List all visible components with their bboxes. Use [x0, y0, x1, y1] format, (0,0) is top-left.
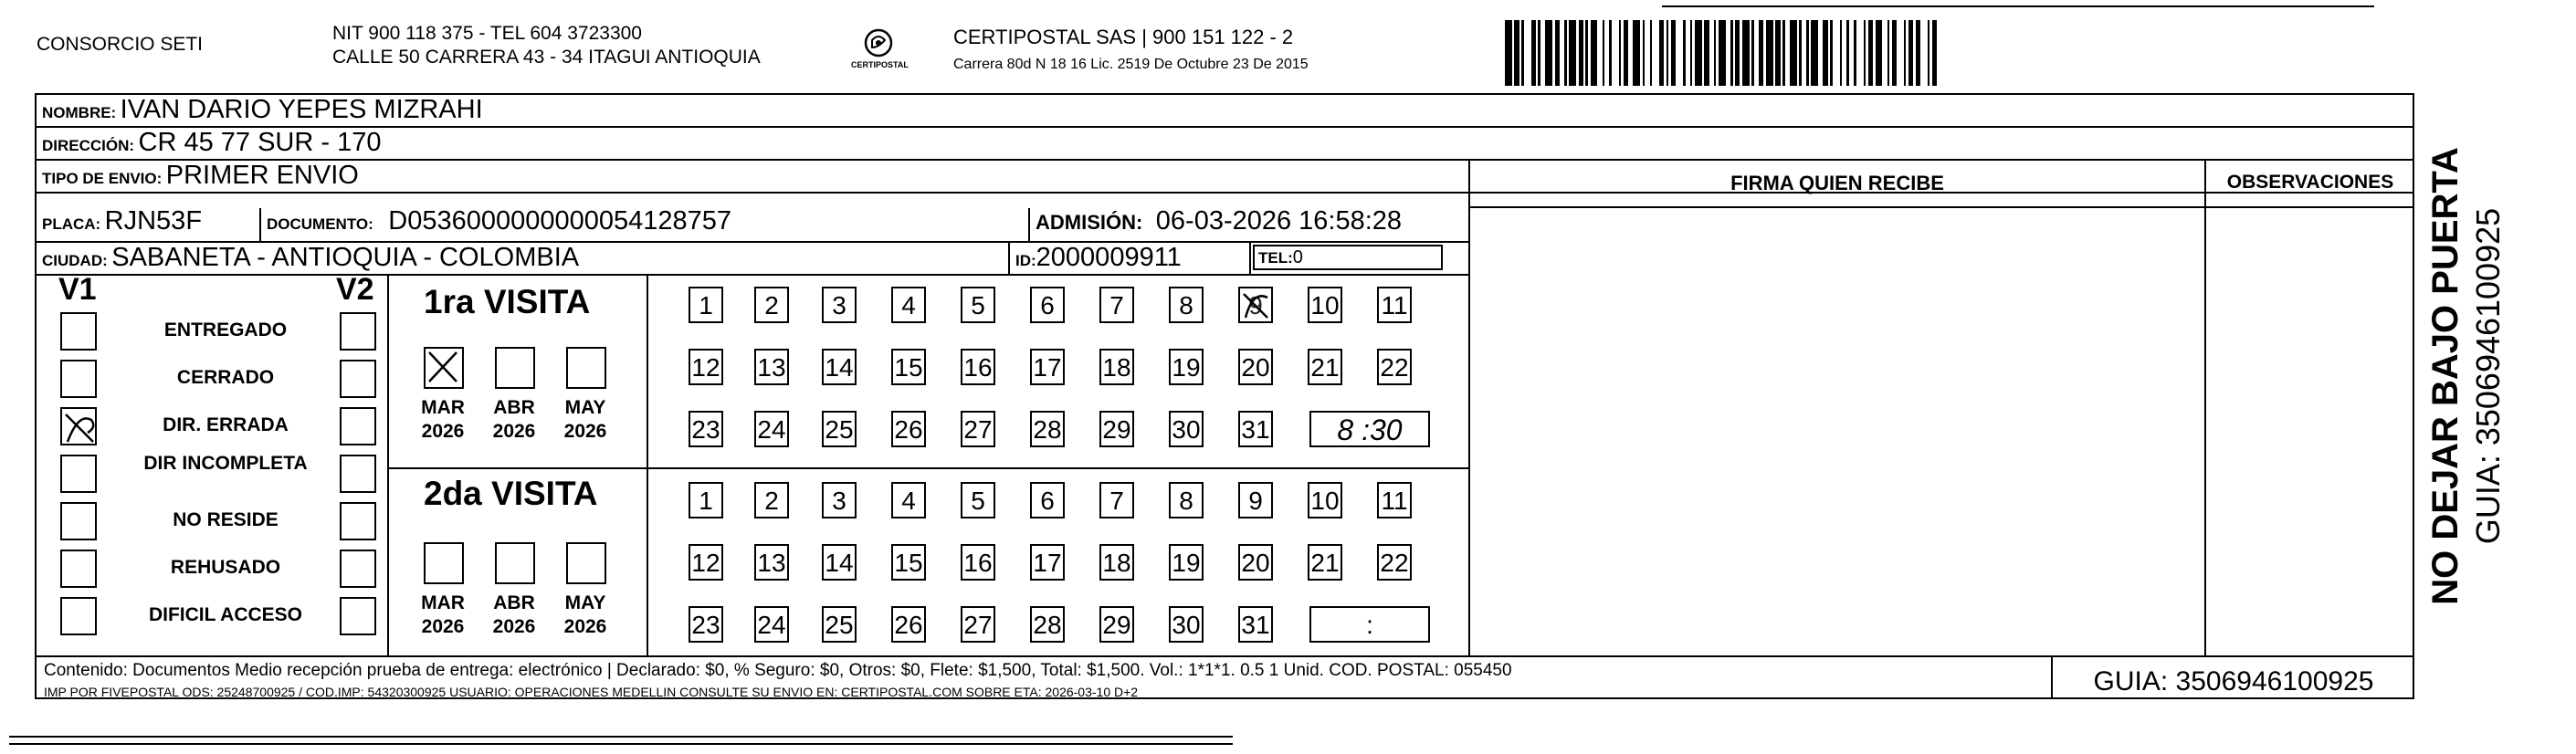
barcode-bar: [1775, 20, 1780, 86]
month-checkbox[interactable]: [495, 347, 535, 389]
year-label: 2026: [563, 421, 607, 442]
barcode-bar: [1569, 20, 1576, 86]
day-box[interactable]: 26: [891, 606, 926, 643]
month-label: MAR: [421, 592, 465, 613]
day-box[interactable]: [1238, 287, 1273, 323]
year-label: 2026: [492, 421, 536, 442]
barcode-bar: [1585, 20, 1588, 86]
v1-checkbox[interactable]: [60, 455, 97, 493]
v2-checkbox[interactable]: [340, 502, 376, 540]
day-box[interactable]: 26: [891, 411, 926, 447]
col-line: [1028, 208, 1030, 241]
barcode-bar: [1811, 20, 1818, 86]
direccion-row: [42, 126, 381, 159]
day-box[interactable]: 27: [961, 411, 995, 447]
check-mark-icon: [62, 409, 99, 447]
day-box[interactable]: 22: [1377, 349, 1412, 385]
documento-label: DOCUMENTO:: [267, 215, 373, 233]
barcode-bar: [1521, 20, 1524, 86]
address-line: CALLE 50 CARRERA 43 - 34 ITAGUI ANTIOQUIA: [332, 47, 761, 68]
v1-checkbox[interactable]: [60, 360, 97, 398]
signature-area[interactable]: [1472, 208, 2203, 654]
day-box[interactable]: 31: [1238, 606, 1273, 643]
imp-line: IMP POR FIVEPOSTAL ODS: 25248700925 / COD.IMP: 54320300925 USUARIO: OPERACIONES MEDELLIN CONSULTE SU ENVIO EN: CERTIPOSTAL.COM SOBRE ETA: 2026-03-10 D+2: [44, 685, 1139, 699]
status-option-label: DIFICIL ACCESO: [148, 604, 302, 625]
barcode-bar: [1667, 20, 1669, 86]
col-line: [1468, 159, 1470, 657]
day-box[interactable]: 12: [689, 544, 723, 581]
nombre-value: IVAN DARIO YEPES MIZRAHI: [120, 95, 483, 124]
day-box[interactable]: 19: [1169, 349, 1204, 385]
barcode-bar: [1876, 20, 1883, 86]
day-box[interactable]: 29: [1099, 606, 1134, 643]
row-line: [387, 467, 1470, 469]
tel-value: 0: [1292, 247, 1303, 267]
status-option-label: DIR INCOMPLETA: [143, 453, 308, 474]
time-box[interactable]: 8 :30: [1309, 411, 1430, 447]
year-label: 2026: [421, 421, 465, 442]
barcode-bar: [1704, 20, 1709, 86]
status-option-label: CERRADO: [176, 367, 275, 388]
day-box[interactable]: 7: [1099, 287, 1134, 323]
time-box[interactable]: :: [1309, 606, 1430, 643]
day-box[interactable]: 23: [689, 606, 723, 643]
barcode-bar: [1564, 20, 1567, 86]
month-checkbox[interactable]: [566, 347, 606, 389]
day-box[interactable]: 15: [891, 349, 926, 385]
barcode: [1505, 20, 2210, 86]
barcode-bar: [1864, 20, 1866, 86]
logo-text: CERTIPOSTAL: [851, 60, 909, 69]
barcode-bar: [1887, 20, 1890, 86]
placa-field: [42, 204, 202, 237]
admision-label: ADMISIÓN:: [1036, 211, 1143, 234]
status-option-label: DIR. ERRADA: [163, 414, 289, 435]
day-box[interactable]: 14: [822, 349, 857, 385]
certipostal-logo: [851, 27, 909, 75]
v2-checkbox[interactable]: [340, 312, 376, 351]
day-box[interactable]: 5: [961, 482, 995, 518]
row-line: [35, 126, 2414, 128]
day-box[interactable]: 23: [689, 411, 723, 447]
barcode-bar: [1751, 20, 1754, 86]
barcode-bar: [1609, 20, 1612, 86]
day-box[interactable]: 20: [1238, 349, 1273, 385]
barcode-bar: [1846, 20, 1849, 86]
barcode-bar: [1695, 20, 1702, 86]
year-label: 2026: [563, 616, 607, 637]
barcode-bar: [1892, 20, 1897, 86]
row-line: [35, 655, 2414, 657]
day-box[interactable]: 7: [1099, 482, 1134, 518]
barcode-bar: [1579, 20, 1583, 86]
ciudad-label: CIUDAD:: [42, 252, 108, 269]
v1-label: V1: [58, 272, 97, 307]
day-box[interactable]: 30: [1169, 411, 1204, 447]
col-line: [1008, 241, 1010, 274]
col-line: [259, 208, 261, 241]
v2-checkbox[interactable]: [340, 550, 376, 588]
nombre-row: [42, 93, 483, 126]
month-checkbox[interactable]: [424, 542, 464, 584]
row-line: [35, 274, 1470, 276]
v1-checkbox[interactable]: [60, 312, 97, 351]
col-line: [1249, 241, 1251, 274]
side-guia: GUIA: 3506946100925: [2469, 207, 2507, 545]
day-box[interactable]: 27: [961, 606, 995, 643]
v2-checkbox[interactable]: [340, 455, 376, 493]
day-box[interactable]: 18: [1099, 544, 1134, 581]
barcode-bar: [1840, 20, 1843, 86]
v1-checkbox[interactable]: [60, 597, 97, 635]
tipo-label: TIPO DE ENVIO:: [42, 170, 163, 187]
barcode-bar: [1650, 20, 1653, 86]
day-box[interactable]: 3: [822, 482, 857, 518]
barcode-bar: [1790, 20, 1797, 86]
month-label: ABR: [493, 592, 535, 613]
day-box[interactable]: 10: [1308, 287, 1342, 323]
placa-label: PLACA:: [42, 215, 101, 233]
status-option-label: ENTREGADO: [163, 319, 288, 340]
v1-checkbox[interactable]: [60, 502, 97, 540]
barcode-bar: [1766, 20, 1773, 86]
day-box[interactable]: 21: [1308, 544, 1342, 581]
barcode-bar: [1591, 20, 1598, 86]
barcode-bar: [1633, 20, 1640, 86]
month-checkbox[interactable]: [424, 347, 464, 389]
day-box[interactable]: 11: [1377, 287, 1412, 323]
v1-checkbox[interactable]: [60, 407, 97, 445]
barcode-bar: [1868, 20, 1873, 86]
barcode-bar: [1690, 20, 1693, 86]
barcode-bar: [1719, 20, 1726, 86]
day-box[interactable]: 29: [1099, 411, 1134, 447]
day-box[interactable]: 25: [822, 606, 857, 643]
admision-field: [1036, 204, 1402, 237]
barcode-bar: [1916, 20, 1920, 86]
day-box[interactable]: 25: [822, 411, 857, 447]
col-line: [2204, 159, 2206, 657]
day-box[interactable]: 8: [1169, 482, 1204, 518]
day-box[interactable]: 9: [1238, 482, 1273, 518]
day-box[interactable]: 2: [754, 482, 789, 518]
day-number: 9: [1248, 291, 1263, 319]
check-mark-icon: [426, 349, 462, 387]
barcode-bar: [1830, 20, 1833, 86]
day-box[interactable]: 13: [754, 349, 789, 385]
nit-line: NIT 900 118 375 - TEL 604 3723300: [332, 23, 642, 44]
certipostal-line: CERTIPOSTAL SAS | 900 151 122 - 2: [953, 26, 1294, 48]
barcode-bar: [1643, 20, 1645, 86]
barcode-bar: [1908, 20, 1913, 86]
barcode-bar: [1624, 20, 1628, 86]
barcode-bar: [1806, 20, 1809, 86]
top-rule: [1662, 5, 2374, 7]
col-line: [647, 274, 648, 655]
documento-field: [267, 204, 731, 237]
month-label: MAY: [564, 397, 606, 418]
day-box[interactable]: 24: [754, 606, 789, 643]
barcode-bar: [1854, 20, 1856, 86]
footer-guia: GUIA: 3506946100925: [2093, 666, 2374, 696]
barcode-bar: [1928, 20, 1930, 86]
day-box[interactable]: 4: [891, 482, 926, 518]
nombre-label: NOMBRE:: [42, 104, 117, 121]
barcode-bar: [1659, 20, 1664, 86]
day-box[interactable]: 10: [1308, 482, 1342, 518]
firma-header: FIRMA QUIEN RECIBE: [1730, 172, 1944, 194]
v2-checkbox[interactable]: [340, 407, 376, 445]
month-checkbox[interactable]: [566, 542, 606, 584]
day-box[interactable]: 24: [754, 411, 789, 447]
day-box[interactable]: 28: [1030, 411, 1065, 447]
observaciones-header: OBSERVACIONES: [2226, 172, 2394, 193]
barcode-bar: [1514, 20, 1519, 86]
day-box[interactable]: 4: [891, 287, 926, 323]
company-name: CONSORCIO SETI: [37, 34, 204, 55]
status-option-label: REHUSADO: [170, 557, 281, 578]
barcode-bar: [1735, 20, 1740, 86]
bottom-rule: [9, 736, 1233, 738]
month-label: MAY: [564, 592, 606, 613]
day-box[interactable]: 16: [961, 544, 995, 581]
day-box[interactable]: 30: [1169, 606, 1204, 643]
status-option-label: NO RESIDE: [173, 509, 279, 530]
admision-value: 06-03-2026 16:58:28: [1155, 206, 1403, 236]
day-box[interactable]: 16: [961, 349, 995, 385]
day-box[interactable]: 2: [754, 287, 789, 323]
ciudad-value: SABANETA - ANTIOQUIA - COLOMBIA: [111, 243, 580, 272]
tipo-row: [42, 159, 359, 192]
day-box[interactable]: 3: [822, 287, 857, 323]
barcode-bar: [1759, 20, 1763, 86]
day-box[interactable]: 13: [754, 544, 789, 581]
placa-value: RJN53F: [104, 206, 203, 236]
observations-area[interactable]: [2208, 208, 2413, 654]
barcode-bar: [1619, 20, 1622, 86]
license-line: Carrera 80d N 18 16 Lic. 2519 De Octubre 23 De 2015: [953, 57, 1309, 72]
tel-label: TEL:: [1258, 249, 1293, 267]
barcode-bar: [1742, 20, 1750, 86]
day-box[interactable]: 1: [689, 287, 723, 323]
day-box[interactable]: 31: [1238, 411, 1273, 447]
visit-2-title: 2da VISITA: [424, 475, 598, 512]
tipo-value: PRIMER ENVIO: [165, 161, 359, 190]
day-box[interactable]: 5: [961, 287, 995, 323]
day-box[interactable]: 17: [1030, 544, 1065, 581]
month-checkbox[interactable]: [495, 542, 535, 584]
tel-field: [1253, 245, 1443, 270]
barcode-bar: [1932, 20, 1937, 86]
year-label: 2026: [421, 616, 465, 637]
barcode-bar: [1538, 20, 1540, 86]
v2-checkbox[interactable]: [340, 597, 376, 635]
ciudad-field: [42, 241, 579, 274]
day-box[interactable]: 11: [1377, 482, 1412, 518]
month-label: ABR: [493, 397, 535, 418]
day-box[interactable]: 6: [1030, 287, 1065, 323]
v2-checkbox[interactable]: [340, 360, 376, 398]
v1-checkbox[interactable]: [60, 550, 97, 588]
row-line: [35, 192, 1470, 194]
id-label: ID:: [1015, 252, 1036, 269]
day-box[interactable]: 17: [1030, 349, 1065, 385]
barcode-bar: [1823, 20, 1827, 86]
visit-1-title: 1ra VISITA: [424, 283, 591, 320]
day-box[interactable]: 8: [1169, 287, 1204, 323]
day-box[interactable]: 1: [689, 482, 723, 518]
bottom-rule: [9, 743, 1233, 745]
barcode-bar: [1531, 20, 1536, 86]
barcode-bar: [1714, 20, 1717, 86]
barcode-bar: [1799, 20, 1802, 86]
barcode-bar: [1545, 20, 1552, 86]
contenido-line: Contenido: Documentos Medio recepción prueba de entrega: electrónico | Declarado: $0, % Seguro: $0, Otros: $0, Flete: $1,500, Total: $1,500. Vol.: 1*1*1. 0.5 1 Unid. COD. POSTAL: 055450: [44, 661, 1512, 680]
day-box[interactable]: 6: [1030, 482, 1065, 518]
side-warning: NO DEJAR BAJO PUERTA: [2425, 147, 2466, 605]
day-box[interactable]: 20: [1238, 544, 1273, 581]
day-box[interactable]: 22: [1377, 544, 1412, 581]
barcode-bar: [1782, 20, 1785, 86]
month-label: MAR: [421, 397, 465, 418]
barcode-bar: [1904, 20, 1907, 86]
day-box[interactable]: 19: [1169, 544, 1204, 581]
v2-label: V2: [336, 272, 374, 307]
day-box[interactable]: 14: [822, 544, 857, 581]
row-line: [35, 159, 2414, 161]
barcode-bar: [1671, 20, 1676, 86]
barcode-bar: [1505, 20, 1512, 86]
col-line: [387, 274, 389, 655]
documento-value: D0536000000000054128757: [388, 206, 732, 236]
day-box[interactable]: 12: [689, 349, 723, 385]
direccion-value: CR 45 77 SUR - 170: [138, 128, 382, 157]
direccion-label: DIRECCIÓN:: [42, 137, 135, 154]
day-box[interactable]: 28: [1030, 606, 1065, 643]
barcode-bar: [1603, 20, 1605, 86]
id-value: 2000009911: [1036, 243, 1182, 272]
day-box[interactable]: 15: [891, 544, 926, 581]
id-field: [1015, 241, 1182, 274]
barcode-bar: [1555, 20, 1560, 86]
year-label: 2026: [492, 616, 536, 637]
barcode-bar: [1683, 20, 1686, 86]
day-box[interactable]: 21: [1308, 349, 1342, 385]
barcode-bar: [1730, 20, 1733, 86]
day-box[interactable]: 18: [1099, 349, 1134, 385]
